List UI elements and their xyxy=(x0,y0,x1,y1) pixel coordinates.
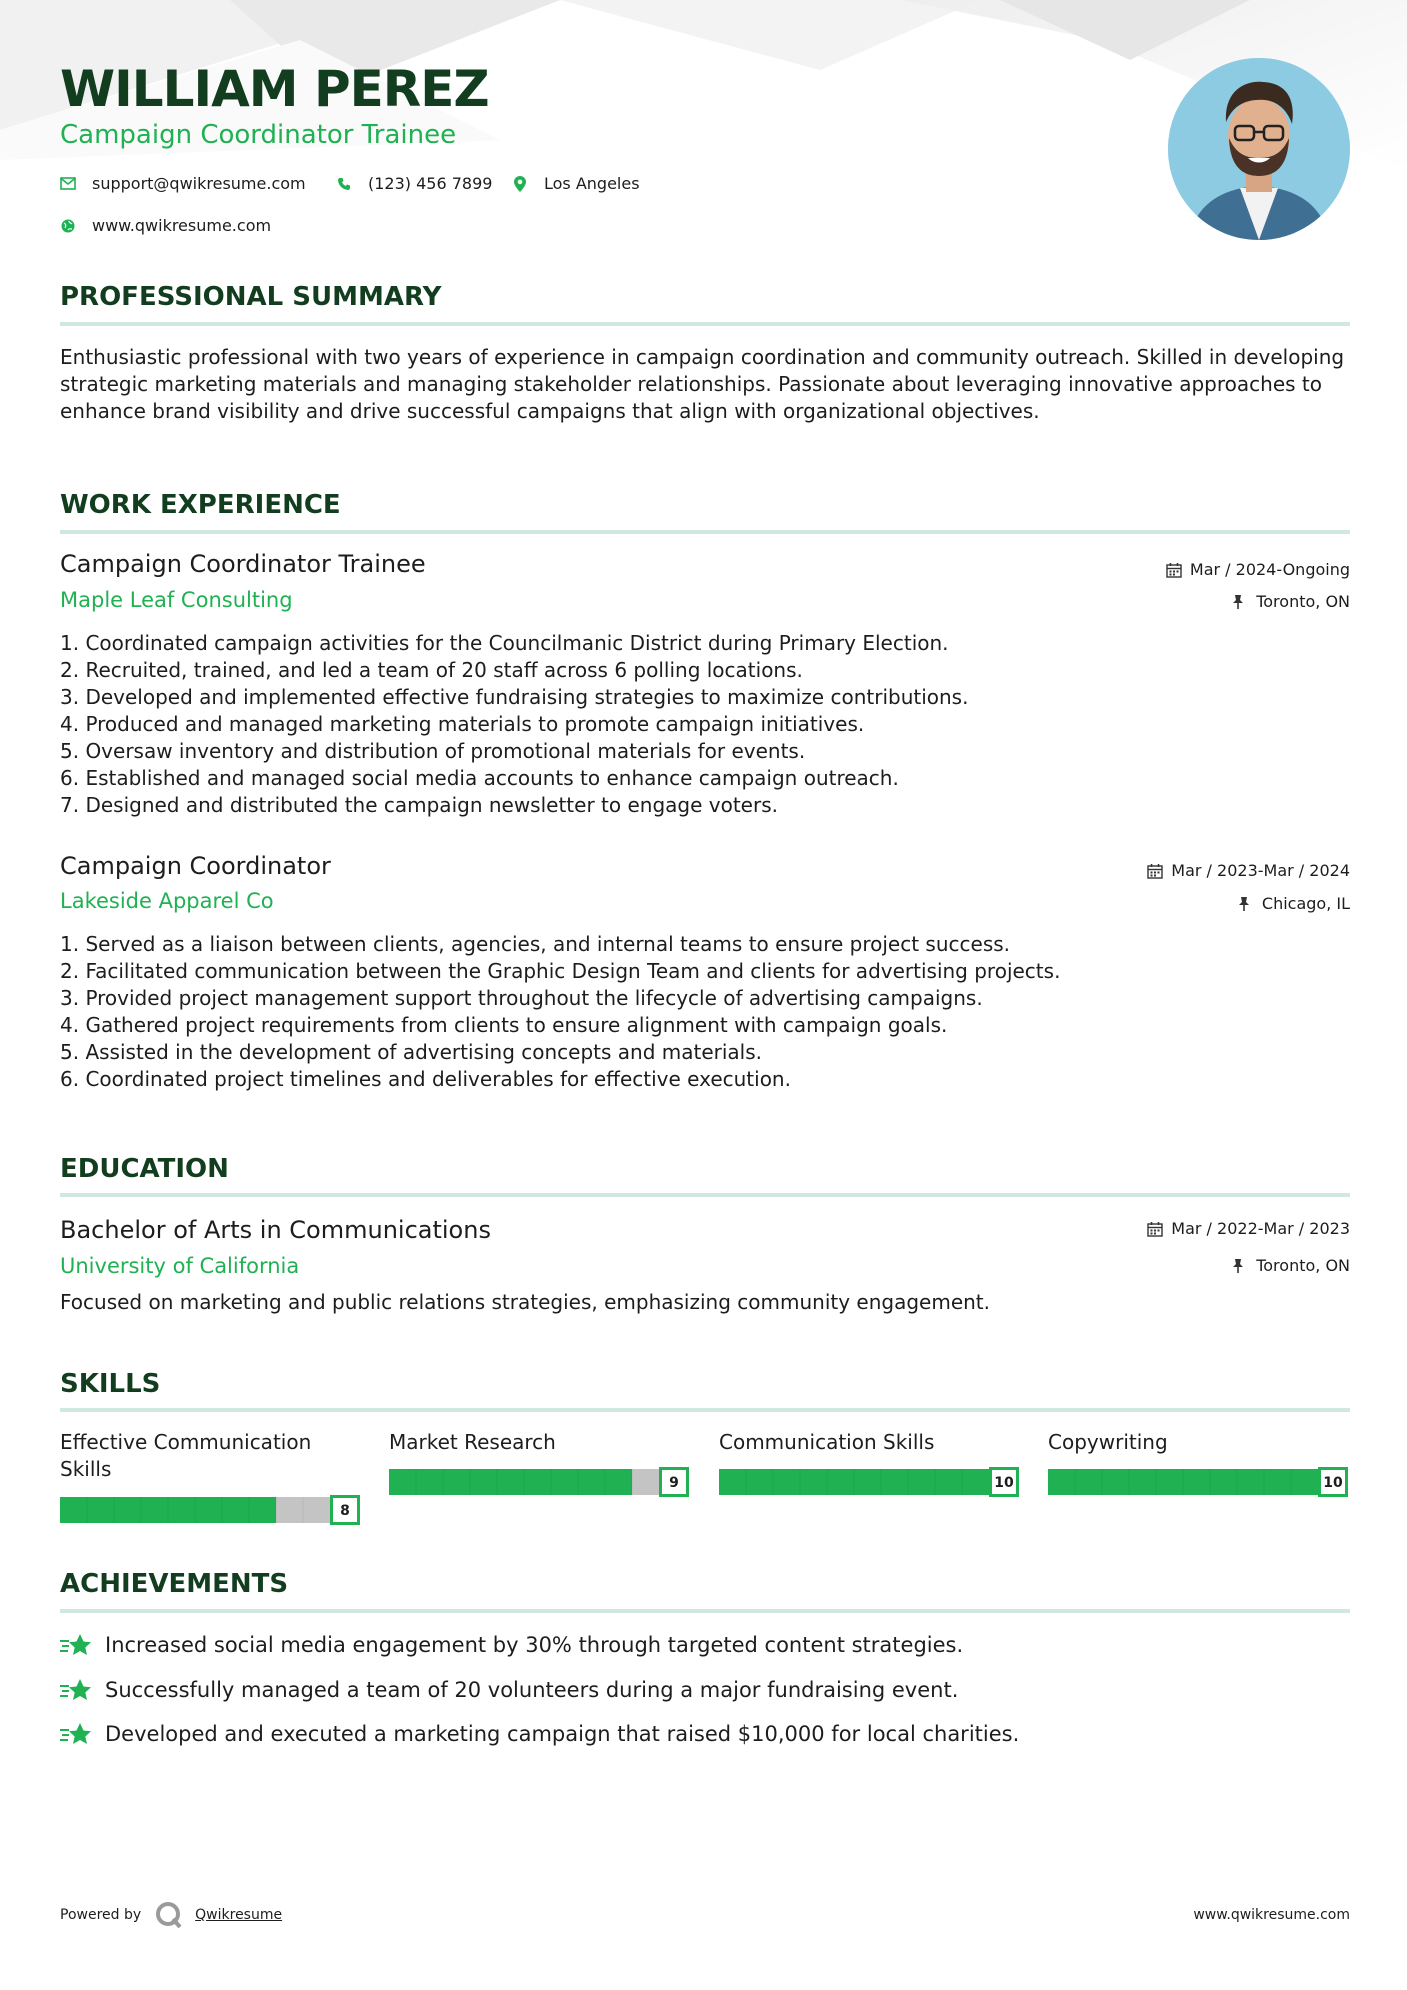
skill-segment-filled xyxy=(551,1469,578,1495)
skill-name: Market Research xyxy=(389,1430,556,1454)
footer-powered-by xyxy=(60,1901,282,1929)
education-description: Focused on marketing and public relations strategies, emphasizing community engagement. xyxy=(60,1290,990,1314)
list-item: 1. Served as a liaison between clients, agencies, and internal teams to ensure project success. xyxy=(60,932,1011,956)
job-dates xyxy=(1166,560,1350,579)
skill-segment-filled xyxy=(470,1469,497,1495)
list-item: 2. Recruited, trained, and led a team of 20 staff across 6 polling locations. xyxy=(60,658,803,682)
job-dates-text: Mar / 2024-Ongoing xyxy=(1189,560,1350,579)
skill-segment-filled xyxy=(389,1469,416,1495)
section-title-skills: SKILLS xyxy=(60,1369,161,1399)
section-divider xyxy=(60,322,1350,326)
skill-segment-filled xyxy=(443,1469,470,1495)
job-company: Maple Leaf Consulting xyxy=(60,588,293,612)
candidate-title: Campaign Coordinator Trainee xyxy=(60,120,457,150)
globe-icon xyxy=(60,218,76,234)
skill-segment-filled xyxy=(114,1497,141,1523)
skill-segment-filled xyxy=(524,1469,551,1495)
skill-segment-filled xyxy=(827,1469,854,1495)
skill-segment-filled xyxy=(87,1497,114,1523)
job-dates xyxy=(1147,861,1350,880)
skill-segment-filled xyxy=(1156,1469,1183,1495)
degree-title: Bachelor of Arts in Communications xyxy=(60,1216,491,1244)
skill-segment-filled xyxy=(222,1497,249,1523)
skill-segment-filled xyxy=(1048,1469,1075,1495)
skill-segment-filled xyxy=(1237,1469,1264,1495)
skill-bar-graphic xyxy=(389,1467,689,1497)
section-title-summary: PROFESSIONAL SUMMARY xyxy=(60,282,442,312)
list-item: 1. Coordinated campaign activities for the Councilmanic District during Primary Election. xyxy=(60,631,949,655)
skill-segment-filled xyxy=(168,1497,195,1523)
envelope-icon xyxy=(60,176,76,192)
list-item: 4. Gathered project requirements from clients to ensure alignment with campaign goals. xyxy=(60,1013,948,1037)
skill-segment-filled xyxy=(935,1469,962,1495)
skill-segment-empty xyxy=(632,1469,659,1495)
skill-bar-graphic xyxy=(1048,1467,1348,1497)
skill-segment-filled xyxy=(746,1469,773,1495)
skill-segment-filled xyxy=(578,1469,605,1495)
skill-segment-filled xyxy=(1129,1469,1156,1495)
contact-website-text: www.qwikresume.com xyxy=(92,216,272,235)
section-title-education: EDUCATION xyxy=(60,1154,229,1184)
skill-segment-filled xyxy=(854,1469,881,1495)
achievement-item xyxy=(60,1632,963,1658)
skill-segment-filled xyxy=(249,1497,276,1523)
list-item: 3. Provided project management support throughout the lifecycle of advertising campaigns. xyxy=(60,986,983,1010)
calendar-icon xyxy=(1147,863,1163,879)
education-location-text: Toronto, ON xyxy=(1256,1256,1350,1275)
skill-bar xyxy=(60,1495,360,1525)
skill-segment-filled xyxy=(719,1469,746,1495)
summary-text: Enthusiastic professional with two years of experience in campaign coordination and community outreach. Skilled in developing strategic marketing materials and managing stakeholder relationships. Passionate about leveraging innovative approaches to enhance brand visibility and drive successful campaigns that align with organizational objectives. xyxy=(60,345,1345,423)
calendar-icon xyxy=(1166,562,1182,578)
pushpin-icon xyxy=(1238,896,1254,912)
list-item: 3. Developed and implemented effective fundraising strategies to maximize contributions. xyxy=(60,685,969,709)
job-location-text: Toronto, ON xyxy=(1256,592,1350,611)
job-responsibilities xyxy=(60,630,1310,819)
skill-segment-filled xyxy=(60,1497,87,1523)
skill-bar-graphic xyxy=(60,1495,360,1525)
section-divider xyxy=(60,530,1350,534)
skill-segment-filled xyxy=(800,1469,827,1495)
job-company: Lakeside Apparel Co xyxy=(60,889,274,913)
contact-phone xyxy=(336,174,492,193)
section-divider xyxy=(60,1193,1350,1197)
profile-photo xyxy=(1168,58,1350,240)
achievement-text: Developed and executed a marketing campaign that raised $10,000 for local charities. xyxy=(105,1722,1020,1746)
section-divider xyxy=(60,1408,1350,1412)
job-responsibilities xyxy=(60,931,1310,1093)
list-item: 5. Assisted in the development of advertising concepts and materials. xyxy=(60,1040,763,1064)
job-location xyxy=(1238,894,1350,913)
pushpin-icon xyxy=(1232,1258,1248,1274)
achievement-text: Increased social media engagement by 30% through targeted content strategies. xyxy=(105,1633,964,1657)
skill-level-value: 8 xyxy=(340,1503,350,1519)
skill-segment-filled xyxy=(1102,1469,1129,1495)
skill-bar xyxy=(1048,1467,1348,1497)
list-item: 2. Facilitated communication between the Graphic Design Team and clients for advertising projects. xyxy=(60,959,1061,983)
map-pin-icon xyxy=(512,176,528,192)
candidate-name: WILLIAM PEREZ xyxy=(60,60,489,118)
skill-segment-filled xyxy=(773,1469,800,1495)
skill-bar xyxy=(389,1467,689,1497)
achievement-item xyxy=(60,1721,1019,1747)
skill-segment-filled xyxy=(1183,1469,1210,1495)
education-location xyxy=(1232,1256,1350,1275)
contact-location xyxy=(512,174,640,193)
education-dates-text: Mar / 2022-Mar / 2023 xyxy=(1171,1219,1350,1238)
contact-phone-text: (123) 456 7899 xyxy=(368,174,493,193)
skill-segment-filled xyxy=(908,1469,935,1495)
list-item: 6. Established and managed social media accounts to enhance campaign outreach. xyxy=(60,766,899,790)
job-location-text: Chicago, IL xyxy=(1261,894,1350,913)
job-title: Campaign Coordinator Trainee xyxy=(60,550,426,578)
section-title-experience: WORK EXPERIENCE xyxy=(60,490,341,520)
school-name: University of California xyxy=(60,1254,300,1278)
job-title: Campaign Coordinator xyxy=(60,852,331,880)
skill-segment-empty xyxy=(303,1497,330,1523)
footer-website[interactable]: www.qwikresume.com xyxy=(1193,1907,1350,1923)
job-location xyxy=(1232,592,1350,611)
job-dates-text: Mar / 2023-Mar / 2024 xyxy=(1171,861,1350,880)
skill-segment-filled xyxy=(962,1469,989,1495)
qwikresume-brand-link[interactable]: Qwikresume xyxy=(195,1907,283,1923)
star-achievement-icon xyxy=(60,1721,92,1747)
star-achievement-icon xyxy=(60,1632,92,1658)
skill-level-value: 9 xyxy=(669,1475,679,1491)
list-item: 5. Oversaw inventory and distribution of promotional materials for events. xyxy=(60,739,806,763)
contact-location-text: Los Angeles xyxy=(544,174,640,193)
achievement-item xyxy=(60,1677,958,1703)
skill-bar-graphic xyxy=(719,1467,1019,1497)
skill-segment-filled xyxy=(141,1497,168,1523)
skill-segment-filled xyxy=(605,1469,632,1495)
skill-segment-filled xyxy=(1264,1469,1291,1495)
skill-segment-filled xyxy=(1210,1469,1237,1495)
skill-name: Communication Skills xyxy=(719,1430,935,1454)
section-divider xyxy=(60,1609,1350,1613)
achievement-text: Successfully managed a team of 20 volunteers during a major fundraising event. xyxy=(105,1678,959,1702)
skill-segment-filled xyxy=(497,1469,524,1495)
section-title-achievements: ACHIEVEMENTS xyxy=(60,1569,289,1599)
contact-email-text: support@qwikresume.com xyxy=(92,174,306,193)
skill-segment-filled xyxy=(416,1469,443,1495)
skill-bar xyxy=(719,1467,1019,1497)
skill-level-value: 10 xyxy=(1323,1475,1343,1491)
contact-email xyxy=(60,174,306,193)
phone-icon xyxy=(336,176,352,192)
education-dates xyxy=(1147,1219,1350,1238)
skill-segment-filled xyxy=(1075,1469,1102,1495)
qwikresume-logo-icon xyxy=(155,1901,183,1929)
list-item: 6. Coordinated project timelines and deliverables for effective execution. xyxy=(60,1067,791,1091)
list-item: 4. Produced and managed marketing materials to promote campaign initiatives. xyxy=(60,712,865,736)
skill-segment-filled xyxy=(881,1469,908,1495)
skill-segment-filled xyxy=(195,1497,222,1523)
skill-segment-empty xyxy=(276,1497,303,1523)
pushpin-icon xyxy=(1232,594,1248,610)
skill-name: Copywriting xyxy=(1048,1430,1168,1454)
list-item: 7. Designed and distributed the campaign newsletter to engage voters. xyxy=(60,793,778,817)
skill-name: Effective Communication Skills xyxy=(60,1430,312,1481)
powered-by-label: Powered by xyxy=(60,1907,142,1923)
skill-segment-filled xyxy=(1291,1469,1318,1495)
skill-level-value: 10 xyxy=(994,1475,1014,1491)
contact-website xyxy=(60,216,271,235)
calendar-icon xyxy=(1147,1221,1163,1237)
star-achievement-icon xyxy=(60,1677,92,1703)
